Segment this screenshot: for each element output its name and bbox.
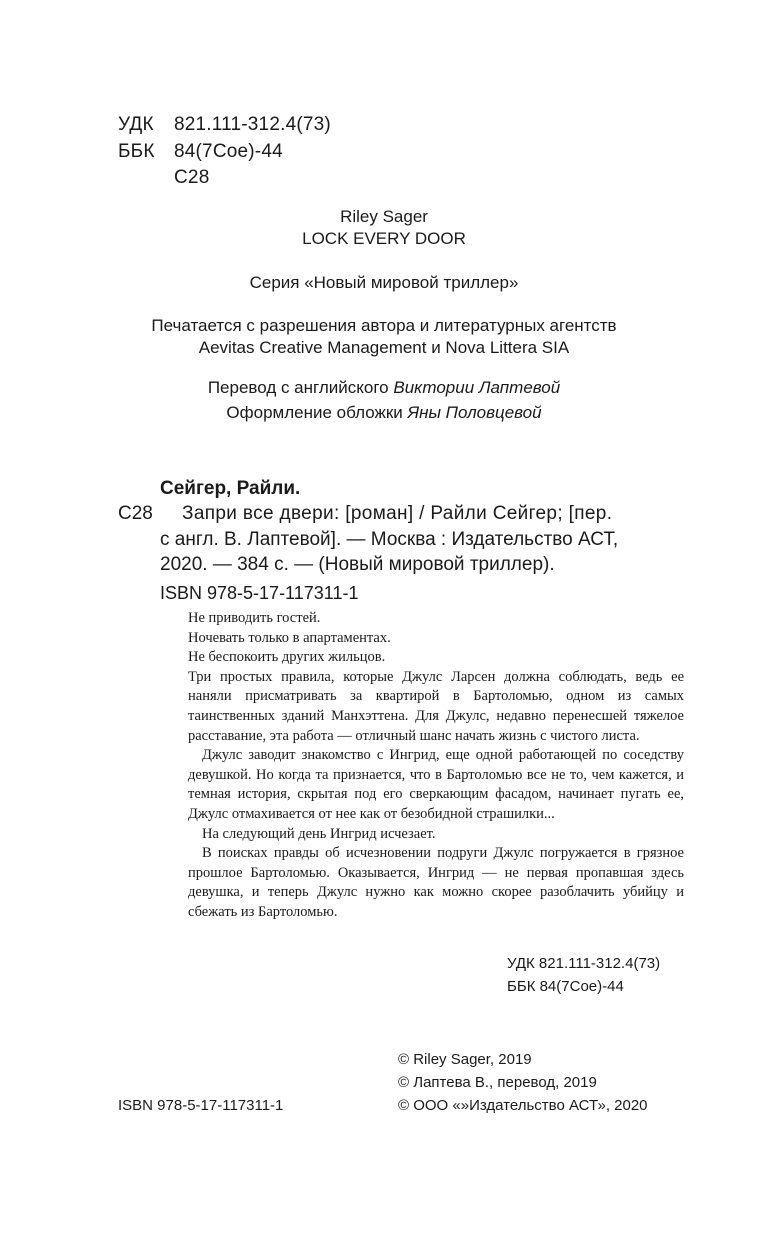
series-line: Серия «Новый мировой триллер»: [249, 273, 519, 292]
bibliographic-line-2: с англ. В. Лаптевой]. — Москва : Издательство АСТ,: [160, 529, 619, 550]
annotation-rule-3: Не беспокоить других жильцов.: [188, 649, 386, 666]
copyright-translation: © Лаптева В., перевод, 2019: [398, 1074, 597, 1091]
bibliographic-heading: Сейгер, Райли.: [160, 478, 301, 499]
author-sign: С28: [174, 167, 210, 188]
annotation: [188, 609, 684, 923]
annotation-paragraph-4: В поисках правды об исчезновении подруги Джулс погружается в грязное прошлое Бартоломью. Оказывается, Ингрид — не первая пропавшая здесь девушка, и теперь Джулс нужно как можно скорее разоблачить убийцу и сбежать из Бартоломью.: [188, 845, 684, 920]
cover-designer-name: Яны Половцевой: [407, 403, 542, 422]
translation-credit: [0, 378, 768, 398]
translation-prefix: Перевод с английского: [207, 378, 394, 397]
cover-prefix: Оформление обложки: [226, 403, 408, 422]
bibliographic-line-1: Запри все двери: [роман] / Райли Сейгер; [пер.: [182, 503, 613, 524]
annotation-rule-2: Ночевать только в апартаментах.: [188, 629, 391, 646]
udk-line: [118, 114, 331, 136]
original-author: Riley Sager: [340, 207, 428, 226]
bbk-line: [118, 141, 283, 163]
bibliographic-isbn: ISBN 978-5-17-117311-1: [160, 583, 359, 603]
annotation-paragraph-2: Джулс заводит знакомство с Ингрид, еще одной работающей по соседству девушкой. Но когда та признается, что в Бартоломью все не то, чем кажется, и темная история, скрытая под его сверкающим фасадом, начинает пугать ее, Джулс отмахивается от нее как от безобидной страшилки...: [188, 747, 684, 822]
bbk-value: 84(7Сое)-44: [174, 141, 283, 162]
udk-value: 821.111-312.4(73): [174, 114, 331, 135]
copyright-publisher: © ООО «»Издательство АСТ», 2020: [398, 1097, 648, 1114]
bibliographic-line-3: 2020. — 384 с. — (Новый мировой триллер).: [160, 554, 555, 575]
permission-line-2: Aevitas Creative Management и Nova Littera SIA: [198, 338, 570, 357]
original-title: LOCK EVERY DOOR: [302, 229, 466, 248]
cover-credit: [0, 403, 768, 423]
bibliographic-sign: С28: [118, 503, 153, 524]
permission-line-1: Печатается с разрешения автора и литературных агентств: [151, 316, 617, 335]
udk-repeat: УДК 821.111-312.4(73): [507, 955, 661, 972]
copyright-author: © Riley Sager, 2019: [398, 1051, 532, 1068]
translator-name: Виктории Лаптевой: [393, 378, 561, 397]
bbk-label: ББК: [118, 141, 155, 162]
annotation-paragraph-1: Три простых правила, которые Джулс Ларсен должна соблюдать, ведь ее наняли присматривать за квартирой в Бартоломью, одном из самых таинственных зданий Манхэттена. Для Джулс, недавно перенесшей тяжелое расставание, эта работа — отличный шанс начать жизнь с чистого листа.: [188, 668, 684, 744]
bbk-repeat: ББК 84(7Сое)-44: [507, 978, 624, 995]
annotation-rule-1: Не приводить гостей.: [188, 610, 321, 626]
footer-isbn: ISBN 978-5-17-117311-1: [118, 1097, 284, 1114]
udk-label: УДК: [118, 114, 154, 135]
annotation-paragraph-3: На следующий день Ингрид исчезает.: [202, 825, 436, 842]
